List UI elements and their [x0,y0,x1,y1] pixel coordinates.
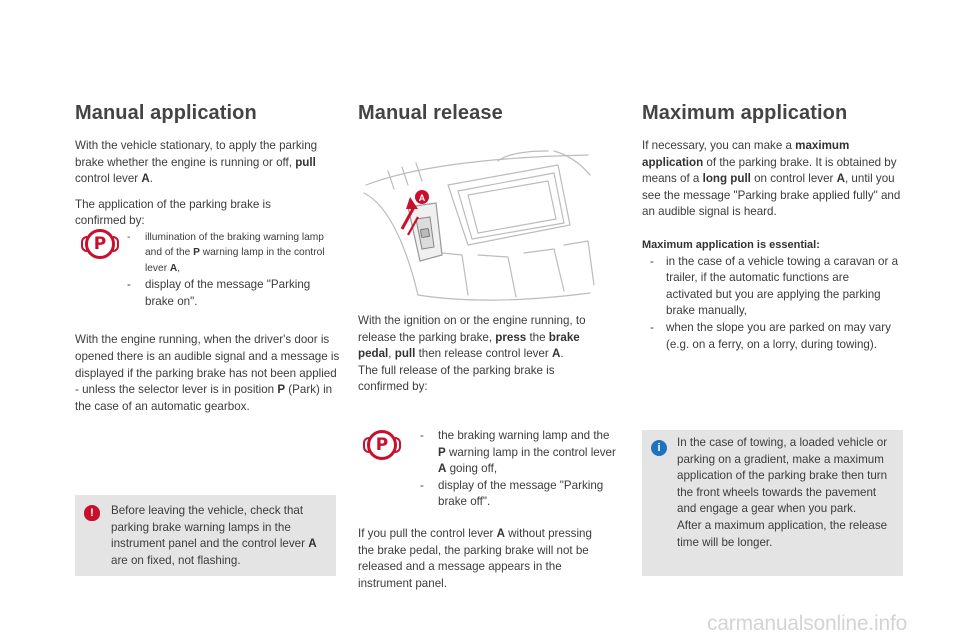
parking-brake-warning-icon: P [85,229,115,259]
info-note-text: In the case of towing, a loaded vehicle or parking on a gradient, make a maximum application of the parking brake then turn the front wheels towards the pavement and engage a gear when you park. After a maximum application, the release time will be longer. [677,436,888,549]
watermark: carmanualsonline.info [707,612,908,635]
info-note [642,430,903,576]
paragraph-maximum-application: If necessary, you can make a maximum application of the parking brake. It is obtained by means of a long pull on control lever A, until you see the message "Parking brake applied fully" and an audible signal is heard. [642,139,901,219]
lever-label: A [418,193,426,203]
list-item: - display of the message "Parking brake off". [412,478,618,511]
essential-list [642,254,898,354]
paragraph-pull-without-pedal: If you pull the control lever A without pressing the brake pedal, the parking brake will not be released and a message appears in the instrument panel. [358,526,592,590]
list-item: - when the slope you are parked on may vary (e.g. on a ferry, on a lorry, during towing). [642,320,898,353]
section-title-maximum-application: Maximum application [642,102,848,124]
exclamation-icon: ! [84,505,100,521]
parking-brake-lever-illustration [358,145,598,305]
list-item: - illumination of the braking warning lamp and of the P warning lamp in the control lever A, [119,230,337,276]
info-icon: i [651,440,667,456]
list-item: - display of the message "Parking brake on". [119,277,337,310]
paragraph-confirmed-by: The application of the parking brake is confirmed by: [75,197,271,228]
release-confirmation-list [412,428,618,511]
maximum-application-section [642,100,904,353]
paragraph-release-confirmed: The full release of the parking brake is confirmed by: [358,363,555,394]
paragraph-audible-signal: With the engine running, when the driver's door is opened there is an audible signal and a message is displayed if the parking brake has not been applied - unless the selector lever is in position P (Park) in the case of an automatic gearbox. [75,333,340,413]
paragraph-release-brake: With the ignition on or the engine running, to release the parking brake, press the brake pedal, pull then release control lever A. [358,314,586,361]
parking-brake-warning-icon: P [367,430,397,460]
list-item: - the braking warning lamp and the P warning lamp in the control lever A going off, [412,428,618,478]
section-title-manual-application: Manual application [75,102,257,124]
confirmation-list [119,230,337,310]
warning-note-text: Before leaving the vehicle, check that parking brake warning lamps in the instrument panel and the control lever A are on fixed, not flashing. [111,504,317,567]
subheading-essential: Maximum application is essential: [642,238,820,251]
manual-release-section [358,100,620,138]
list-item: - in the case of a vehicle towing a caravan or a trailer, if the automatic functions are activated but you are applying the parking brake manually, [642,254,898,320]
warning-note [75,495,336,576]
section-title-manual-release: Manual release [358,102,503,124]
paragraph-apply-brake: With the vehicle stationary, to apply the parking brake whether the engine is running or off, pull control lever A. [75,139,318,186]
manual-application-section [75,100,340,415]
